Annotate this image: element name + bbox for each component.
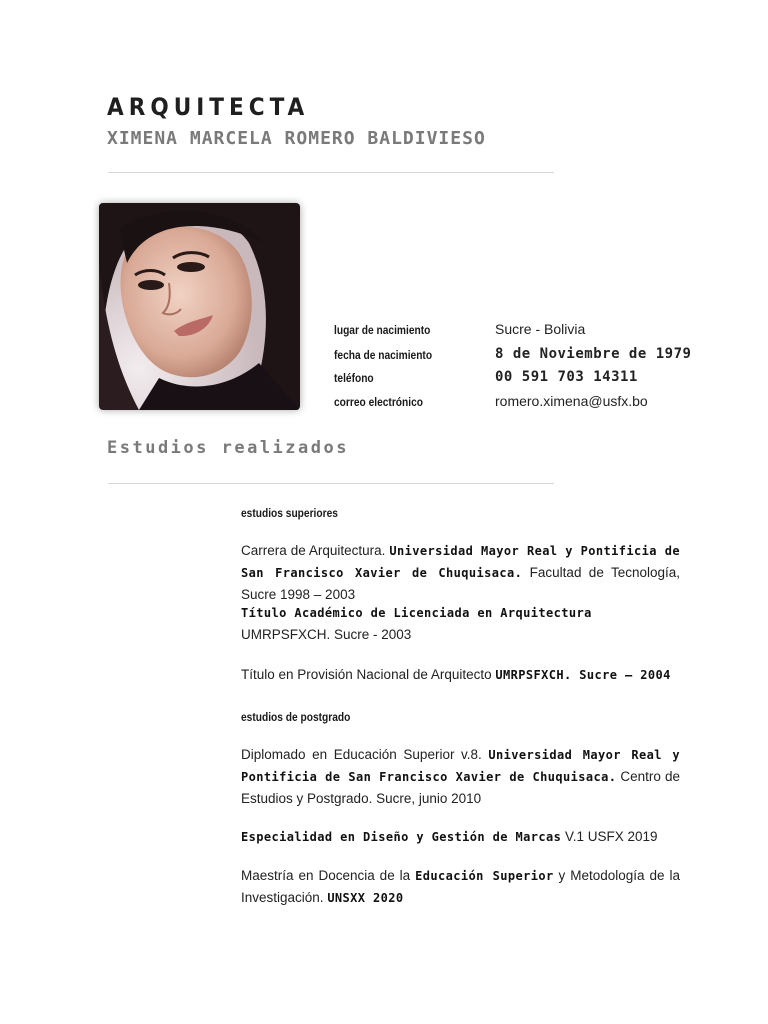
section-title-studies: Estudios realizados <box>107 438 349 458</box>
birthplace-label: lugar de nacimiento <box>334 323 431 337</box>
postgrad-study-3-mid: y Metodología de la Investigación. <box>241 868 680 905</box>
email-link[interactable]: romero.ximena@usfx.bo <box>495 393 648 409</box>
postgrad-study-1 <box>241 744 680 810</box>
higher-study-1-institution: Universidad Mayor Real y Pontificia de San Francisco Xavier de Chuquisaca. <box>241 544 680 580</box>
page-title: ARQUITECTA <box>107 93 310 121</box>
email-label: correo electrónico <box>334 395 423 409</box>
postgrad-study-1-institution: Universidad Mayor Real y Pontificia de San Francisco Xavier de Chuquisaca. <box>241 748 680 784</box>
higher-study-2-title: Título Académico de Licenciada en Arquitectura <box>241 606 592 620</box>
section-divider <box>108 483 554 484</box>
header-divider <box>108 172 554 173</box>
higher-study-1 <box>241 540 680 606</box>
postgrad-study-2-post: V.1 USFX 2019 <box>561 829 658 844</box>
birthdate-value: 8 de Noviembre de 1979 <box>495 346 692 362</box>
postgrad-study-3-pre: Maestría en Docencia de la <box>241 868 416 883</box>
postgrad-study-1-post: Centro de Estudios y Postgrado. Sucre, junio 2010 <box>241 769 680 806</box>
higher-study-1-pre: Carrera de Arquitectura. <box>241 543 390 558</box>
birthdate-label: fecha de nacimiento <box>334 348 433 362</box>
postgrad-study-2 <box>241 826 680 848</box>
higher-study-1-post: Facultad de Tecnología, Sucre 1998 – 2003 <box>241 565 680 602</box>
heading-higher-studies: estudios superiores <box>241 506 338 520</box>
higher-study-3-pre: Título en Provisión Nacional de Arquitecto <box>241 667 496 682</box>
person-name: XIMENA MARCELA ROMERO BALDIVIESO <box>107 128 486 149</box>
postgrad-study-1-pre: Diplomado en Educación Superior v.8. <box>241 747 489 762</box>
postgrad-study-2-title: Especialidad en Diseño y Gestión de Marcas <box>241 830 562 844</box>
heading-postgrad-studies: estudios de postgrado <box>241 710 351 724</box>
postgrad-study-3-em: Educación Superior <box>415 869 554 883</box>
higher-study-2 <box>241 602 680 646</box>
postgrad-study-3 <box>241 865 680 909</box>
higher-study-2-post: UMRPSFXCH. Sucre - 2003 <box>241 627 412 642</box>
phone-value: 00 591 703 14311 <box>495 369 638 385</box>
postgrad-study-3-institution: UNSXX 2020 <box>327 891 404 905</box>
phone-label: teléfono <box>334 371 374 385</box>
higher-study-3 <box>241 664 680 686</box>
higher-study-3-institution: UMRPSFXCH. Sucre – 2004 <box>495 668 671 682</box>
birthplace-value: Sucre - Bolivia <box>495 321 586 337</box>
profile-photo <box>99 203 300 410</box>
portrait-image <box>99 203 300 410</box>
